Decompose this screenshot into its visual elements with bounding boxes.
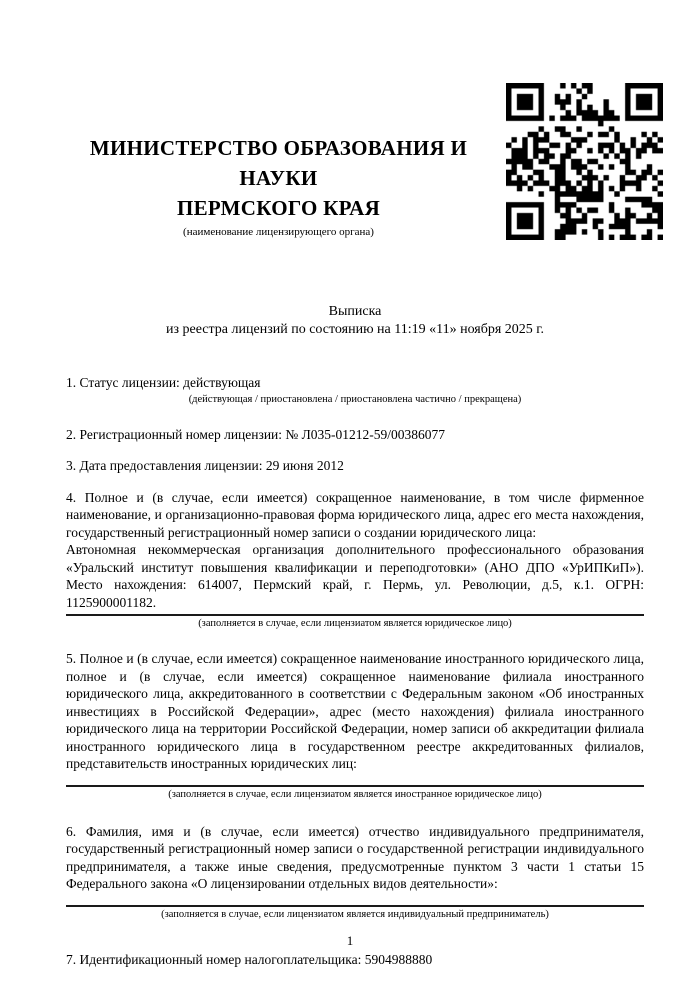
field-text: 6. Фамилия, имя и (в случае, если имеется) отчество индивидуального предпринимателя, государственный регистрационный номер записи о государственной регистрации индивидуального предпринимателя, а также иные сведения, предусмотренные пунктом 3 части 1 статьи 15 Федерального закона «О лицензировании отдельных видов деятельности»: — [66, 823, 648, 891]
qr-code — [506, 83, 663, 240]
authority-caption: (наименование лицензирующего органа) — [183, 226, 374, 238]
ministry-name-line2: ПЕРМСКОГО КРАЯ — [176, 196, 381, 220]
blank-line — [66, 773, 644, 782]
field-license-status — [66, 374, 644, 406]
field-individual-entrepreneur — [66, 823, 648, 921]
document-title-line1: Выписка — [328, 304, 382, 319]
field-caption: (действующая / приостановлена / приостановлена частично / прекращена) — [188, 393, 522, 405]
ministry-name-line1: МИНИСТЕРСТВО ОБРАЗОВАНИЯ И НАУКИ — [89, 136, 468, 190]
field-taxpayer-number — [66, 951, 644, 969]
field-registration-number — [66, 426, 644, 444]
field-caption: (заполняется в случае, если лицензиатом является индивидуальный предприниматель) — [161, 908, 549, 920]
field-text: 2. Регистрационный номер лицензии: № Л035-01212-59/00386077 — [66, 426, 446, 442]
blank-line — [66, 893, 644, 902]
field-text: 5. Полное и (в случае, если имеется) сокращенное наименование иностранного юридического лица, полное и (в случае, если имеется) сокращенное наименование филиала иностранного юридического лица, аккредитованного в соответствии с Федеральным законом «Об иностранных инвестициях в Российской Федерации», адрес (место нахождения) филиала иностранного юридического лица на территории Российской Федерации, номер записи об аккредитации филиала иностранного юридического лица в государственном реестре аккредитованных филиалов, представительств иностранных юридических лиц: — [66, 651, 648, 771]
document-body — [66, 303, 648, 982]
blank-line-rule — [66, 614, 644, 616]
field-text: 3. Дата предоставления лицензии: 29 июня 2012 — [66, 458, 344, 473]
document-title-line2: из реестра лицензий по состоянию на 11:19 «11» ноября 2025 г. — [166, 322, 544, 337]
field-value: Автономная некоммерческая организация дополнительного профессионального образования «Уральский институт повышения квалификации и переподготовки» (АНО ДПО «УрИПКиП»). Место нахождения: 614007, Пермский край, г. Пермь, ул. Революции, д.5, к.1. ОГРН: 1125900001182. — [66, 542, 648, 610]
field-caption: (заполняется в случае, если лицензиатом является иностранное юридическое лицо) — [168, 788, 542, 800]
field-text: 4. Полное и (в случае, если имеется) сокращенное наименование, в том числе фирменное наименование, и организационно-правовая форма юридического лица, адрес его места нахождения, государственный регистрационный номер записи о создании юридического лица: — [66, 489, 648, 540]
blank-line-rule — [66, 785, 644, 787]
page-number: 1 — [346, 933, 354, 948]
blank-line-rule — [66, 905, 644, 907]
document-title — [66, 303, 644, 339]
field-caption: (заполняется в случае, если лицензиатом является юридическое лицо) — [198, 618, 512, 629]
field-license-grant-date — [66, 457, 644, 475]
licensing-authority-header — [60, 133, 497, 239]
field-text: 1. Статус лицензии: действующая — [66, 375, 261, 390]
field-foreign-entity — [66, 650, 648, 801]
field-legal-entity-name — [66, 489, 648, 631]
field-text: 7. Идентификационный номер налогоплательщика: 5904988880 — [66, 951, 433, 967]
